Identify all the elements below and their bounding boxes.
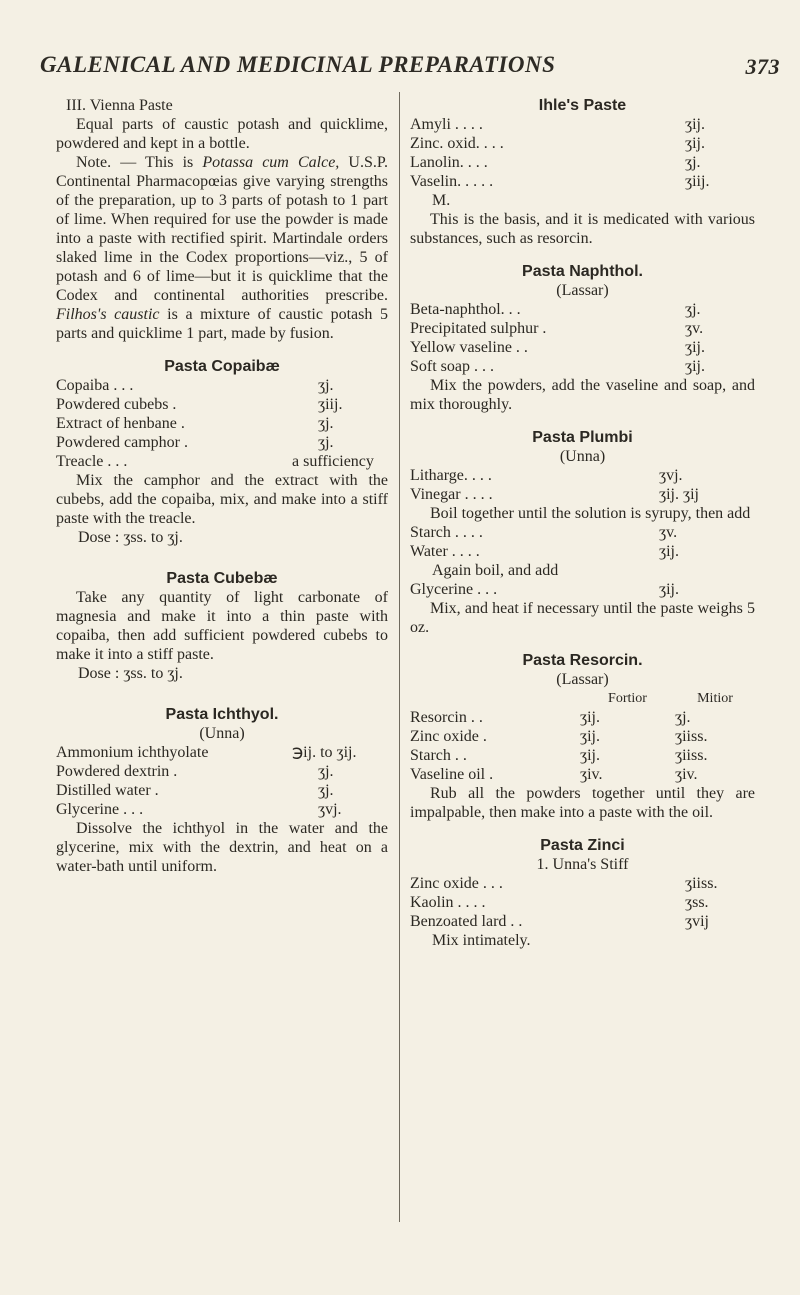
pasta-naphthol-title: Pasta Naphthol. [522, 263, 643, 280]
pasta-ichthyol-title: Pasta Ichthyol. [165, 706, 279, 723]
ingredient-amount: ʒj. [318, 782, 334, 799]
ingredient-name: Litharge. . . . [410, 467, 492, 484]
ingredient-row [410, 338, 755, 357]
ingredient-amount: ʒss. [685, 894, 709, 911]
cubebae-text: Take any quantity of light carbonate of magnesia and make it into a thin paste with copaiba, then add sufficient powdered cubebs to make it into a stiff paste. [56, 589, 388, 663]
ingredient-row [56, 762, 388, 781]
pasta-resorcin-subtitle: (Lassar) [556, 671, 609, 688]
note-italic-2: Filhos's caustic [56, 306, 160, 323]
ingredient-row [56, 433, 388, 452]
vienna-paste-note [56, 153, 388, 343]
ingredient-amount: ʒij. [685, 116, 705, 133]
note-prefix: Note. — This is [76, 154, 203, 171]
pasta-zinci-subtitle: 1. Unna's Stiff [536, 856, 629, 873]
ingredient-name: Precipitated sulphur . [410, 320, 547, 337]
resorcin-row-name: Vaseline oil . [410, 766, 494, 783]
ingredient-name: Vaselin. . . . . [410, 173, 494, 190]
pasta-cubebae-section [56, 569, 388, 683]
ingredient-name: Treacle . . . [56, 453, 128, 470]
ingredient-amount: a sufficiency [292, 453, 374, 470]
note-italic: Potassa cum Calce, [202, 154, 340, 171]
pasta-resorcin-title: Pasta Resorcin. [522, 652, 643, 669]
ingredient-row [410, 874, 755, 893]
resorcin-row-name: Starch . . [410, 747, 467, 764]
ingredient-row [410, 319, 755, 338]
resorcin-row-fortior: ʒij. [580, 709, 600, 726]
resorcin-row-name: Zinc oxide . [410, 728, 487, 745]
pasta-cubebae-title: Pasta Cubebæ [166, 570, 278, 587]
naphthol-directions: Mix the powders, add the vaseline and soap, and mix thoroughly. [410, 377, 755, 413]
ingredient-amount: ʒiiss. [685, 875, 718, 892]
pasta-plumbi-subtitle: (Unna) [559, 448, 606, 465]
ingredient-row [56, 781, 388, 800]
copaibae-directions: Mix the camphor and the extract with the cubebs, add the copaiba, mix, and make into a stiff paste with the treacle. [56, 472, 388, 527]
ingredient-amount: ʒij. [685, 135, 705, 152]
running-title: GALENICAL AND MEDICINAL PREPARATIONS [40, 52, 556, 77]
ingredient-amount: ʒj. [318, 377, 334, 394]
resorcin-row-fortior: ʒiv. [580, 766, 603, 783]
page-number: 373 [745, 54, 780, 79]
ingredient-row [410, 357, 755, 376]
ingredient-row [56, 743, 388, 762]
ingredient-name: Lanolin. . . . [410, 154, 488, 171]
ingredient-name: Zinc. oxid. . . . [410, 135, 504, 152]
vienna-paste-section [56, 96, 388, 343]
ingredient-amount: ʒij. [685, 358, 705, 375]
column-divider [399, 92, 400, 1222]
ingredient-name: Benzoated lard . . [410, 913, 523, 930]
ingredient-row [410, 893, 755, 912]
ingredient-name: Powdered camphor . [56, 434, 188, 451]
ingredient-amount: ʒvj. [318, 801, 342, 818]
ingredient-name: Kaolin . . . . [410, 894, 486, 911]
ichthyol-directions: Dissolve the ichthyol in the water and the glycerine, mix with the dextrin, and heat on a water-bath until uniform. [56, 820, 388, 875]
ingredient-name: Glycerine . . . [410, 581, 498, 598]
pasta-plumbi-section [410, 428, 755, 637]
ingredient-name: Water . . . . [410, 543, 480, 560]
ingredient-name: Yellow vaseline . . [410, 339, 528, 356]
ingredient-amount: ʒj. [685, 301, 701, 318]
ingredient-row [410, 134, 755, 153]
copaibae-dose: Dose : ʒss. to ʒj. [78, 529, 183, 546]
ingredient-row [410, 912, 755, 931]
pasta-copaibae-section [56, 357, 388, 547]
ingredient-row [410, 466, 755, 485]
ingredient-amount: ʒvj. [659, 467, 683, 484]
ingredient-amount: ʒj. [318, 434, 334, 451]
ingredient-name: Starch . . . . [410, 524, 483, 541]
ingredient-name: Zinc oxide . . . [410, 875, 503, 892]
ihle-paste-section [410, 96, 755, 248]
ingredient-name: Soft soap . . . [410, 358, 494, 375]
pasta-ichthyol-section [56, 705, 388, 876]
ingredient-row [410, 542, 755, 561]
pasta-plumbi-title: Pasta Plumbi [532, 429, 633, 446]
ingredient-row [56, 800, 388, 819]
resorcin-row-fortior: ʒij. [580, 728, 600, 745]
ingredient-name: Glycerine . . . [56, 801, 144, 818]
ihle-m: M. [432, 192, 451, 209]
ingredient-name: Powdered dextrin . [56, 763, 178, 780]
ingredient-amount: ʒiij. [685, 173, 710, 190]
ingredient-name: Powdered cubebs . [56, 396, 177, 413]
note-mid: U.S.P. Continental Pharmacopœias give varying strengths of the preparation, up to 3 parts of potash to 1 part of lime. When required for use the powder is made into a paste with rectified spirit. Martindale orders slaked lime in the Codex proportions—viz., 5 of potash and 6 of lime—but it is quicklime that the Codex and continental authorities prescribe. [56, 154, 388, 304]
ingredient-amount: ʒiij. [318, 396, 343, 413]
resorcin-row-mitior: ʒiiss. [675, 728, 708, 745]
resorcin-row-name: Resorcin . . [410, 709, 483, 726]
right-column [410, 96, 755, 950]
ingredient-amount: ʒij. [659, 581, 679, 598]
ingredient-amount: ʒij. ʒij [659, 486, 699, 503]
ingredient-name: Amyli . . . . [410, 116, 483, 133]
plumbi-mid: Boil together until the solution is syrupy, then add [430, 505, 751, 522]
ingredient-row [410, 580, 755, 599]
pasta-resorcin-section [410, 651, 755, 822]
ingredient-amount: ʒv. [659, 524, 678, 541]
ingredient-name: Extract of henbane . [56, 415, 185, 432]
cubebae-dose: Dose : ʒss. to ʒj. [78, 665, 183, 682]
ingredient-name: Copaiba . . . [56, 377, 134, 394]
ingredient-name: Beta-naphthol. . . [410, 301, 521, 318]
ingredient-amount: ʒj. [685, 154, 701, 171]
left-column [56, 96, 388, 876]
ihle-paste-title: Ihle's Paste [538, 97, 627, 114]
plumbi-again: Again boil, and add [432, 562, 559, 579]
ingredient-row [410, 172, 755, 191]
fortior-header: Fortior [608, 691, 647, 706]
ingredient-row [56, 395, 388, 414]
ingredient-row [410, 153, 755, 172]
ingredient-row [410, 523, 755, 542]
resorcin-directions: Rub all the powders together until they are impalpable, then make into a paste with the oil. [410, 785, 755, 821]
running-header [40, 52, 780, 78]
pasta-zinci-title: Pasta Zinci [540, 837, 625, 854]
ingredient-amount: ʒj. [318, 415, 334, 432]
pasta-naphthol-subtitle: (Lassar) [556, 282, 609, 299]
ingredient-row [410, 115, 755, 134]
resorcin-row-mitior: ʒiv. [675, 766, 698, 783]
resorcin-row-fortior: ʒij. [580, 747, 600, 764]
mitior-header: Mitior [697, 691, 733, 706]
resorcin-row-mitior: ʒiiss. [675, 747, 708, 764]
ingredient-amount: ʒij. [659, 543, 679, 560]
ingredient-row [56, 376, 388, 395]
ingredient-amount: ℈ij. to ʒij. [292, 744, 357, 761]
ingredient-amount: ʒv. [685, 320, 704, 337]
pasta-ichthyol-subtitle: (Unna) [199, 725, 245, 742]
ingredient-row [56, 414, 388, 433]
resorcin-row-mitior: ʒj. [675, 709, 691, 726]
vienna-paste-title: III. Vienna Paste [66, 97, 173, 114]
ingredient-amount: ʒj. [318, 763, 334, 780]
ingredient-row [56, 452, 388, 471]
plumbi-directions: Mix, and heat if necessary until the paste weighs 5 oz. [410, 600, 755, 636]
ingredient-row [410, 485, 755, 504]
ihle-text: This is the basis, and it is medicated with various substances, such as resorcin. [410, 211, 755, 247]
table-corner [410, 689, 580, 708]
resorcin-table [410, 689, 755, 784]
pasta-copaibae-title: Pasta Copaibæ [164, 358, 280, 375]
ingredient-name: Ammonium ichthyolate [56, 744, 209, 761]
ingredient-amount: ʒij. [685, 339, 705, 356]
ingredient-row [410, 300, 755, 319]
ingredient-name: Vinegar . . . . [410, 486, 493, 503]
pasta-naphthol-section [410, 262, 755, 414]
note-end: is a mixture of caustic potash 5 parts and quicklime 1 part, made by fusion. [56, 306, 389, 342]
pasta-zinci-section [410, 836, 755, 950]
zinci-directions: Mix intimately. [432, 932, 531, 949]
ingredient-name: Distilled water . [56, 782, 159, 799]
vienna-paste-text: Equal parts of caustic potash and quicklime, powdered and kept in a bottle. [56, 116, 388, 152]
ingredient-amount: ʒvij [685, 913, 709, 930]
